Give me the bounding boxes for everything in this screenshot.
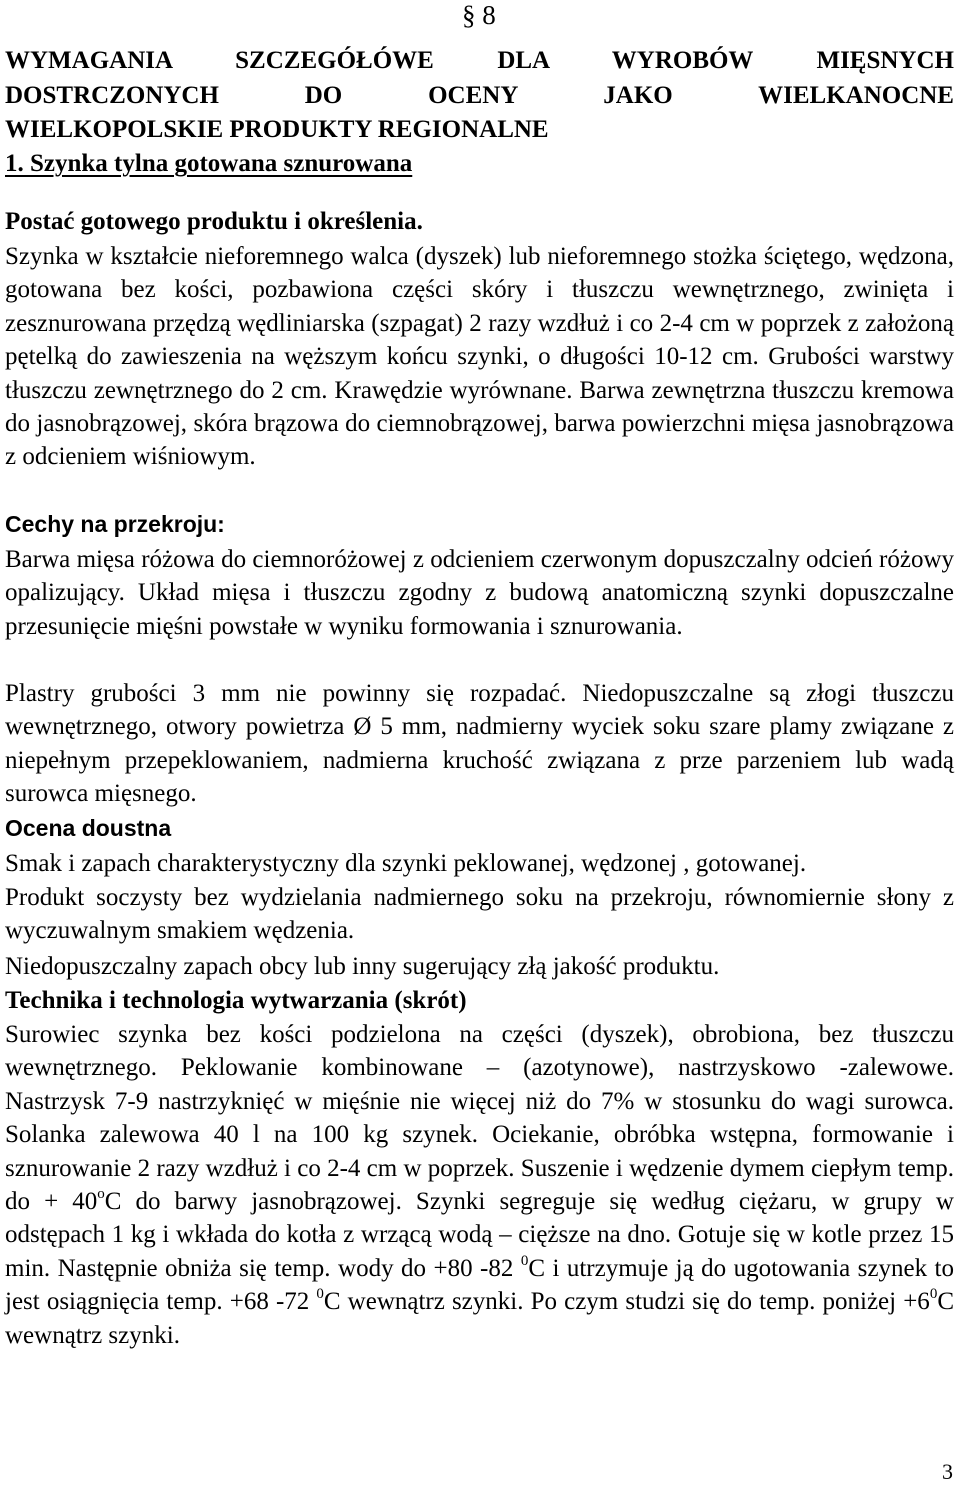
degree-sup-4: 0 [929,1285,938,1302]
technika-text [5,1018,954,1352]
degree-sup-2: 0 [520,1252,529,1269]
ocena-label: Ocena doustna [5,815,172,841]
ocena-text-3: Niedopuszczalny zapach obcy lub inny sugerujący złą jakość produktu. [5,953,720,980]
technika-label: Technika i technologia wytwarzania (skrót) [5,987,467,1014]
degree-sup-1: o [97,1185,105,1202]
technika-text-e: C wewnątrz szynki. [5,1288,954,1349]
technika-text-b: C do barwy jasnobrązowej. Szynki segreguje się według ciężaru, w grupy w odstępach 1 kg i wkłada do kotła z wrzącą wodą – cięższe na dno. Gotuje się w kotle przez 15 min. Następnie obniża się temp. wody do +80 -82 [5,1188,954,1282]
page-number: 3 [942,1459,953,1484]
postac-text: Szynka w kształcie nieforemnego walca (dyszek) lub nieforemnego stożka ściętego, wędzona, gotowana bez kości, pozbawiona części skóry i tłuszczu wewnętrznego, zwinięta i zesznurowana przędzą wędliniarska (szpagat) 2 razy wzdłuż i co 2-4 cm w poprzek z założoną pętelką do zawieszenia na węższym końcu szynki, o długości 10-12 cm. Grubości warstwy tłuszczu zewnętrznego do 2 cm. Krawędzie wyrównane. Barwa zewnętrzna tłuszczu kremowa do jasnobrązowej, skóra brązowa do ciemnobrązowej, barwa powierzchni mięsa jasnobrązowa z odcieniem wiśniowym. [5,243,954,471]
degree-sup-3: 0 [316,1285,324,1302]
ocena-text-2: Produkt soczysty bez wydzielania nadmiernego soku na przekroju, równomiernie słony z wyczuwalnym smakiem wędzenia. [5,884,954,945]
technika-text-a: Surowiec szynka bez kości podzielona na części (dyszek), obrobiona, bez tłuszczu wewnętrznego. Peklowanie kombinowane – (azotynowe), nastrzyskowo -zalewowe. Nastrzysk 7-9 nastrzyknięć w mięśnie nie więcej niż do 7% w stosunku do wagi surowca. Solanka zalewowa 40 l na 100 kg szynek. Ociekanie, obróbka wstępna, formowanie i sznurowanie 2 razy wzdłuż i co 2-4 cm w poprzek. Suszenie i wędzenie dymem ciepłym temp. do + 40 [5,1021,954,1216]
heading-item-text: 1. Szynka tylna gotowana sznurowana [5,150,413,177]
heading-item [5,147,954,180]
technika-text-d: C wewnątrz szynki. Po czym studzi się do temp. poniżej +6 [323,1288,930,1316]
cechy-text-2: Plastry grubości 3 mm nie powinny się rozpadać. Niedopuszczalne są złogi tłuszczu wewnętrznego, otwory powietrza Ø 5 mm, nadmierny wyciek soku szare plamy związane z niepełnym przepeklowaniem, nadmierna kruchość związana z prze parzeniem lub wadą surowca mięsnego. [5,680,954,808]
technika-text-c: C i utrzymuje ją do ugotowania szynek to jest osiągnięcia temp. +68 -72 [5,1254,955,1316]
cechy-label: Cechy na przekroju: [5,511,225,537]
heading-line-2: DOSTRCZONYCH DO OCENY JAKO WIELKANOCNE [5,82,954,109]
section-mark: § 8 [462,0,496,30]
cechy-text-1: Barwa mięsa różowa do ciemnoróżowej z odcieniem czerwonym dopuszczalny odcień różowy opalizujący. Układ mięsa i tłuszczu zgodny z budową anatomiczną szynki dopuszczalne przesunięcie mięśni powstałe w wyniku formowania i sznurowania. [5,546,954,640]
postac-label: Postać gotowego produktu i określenia. [5,208,423,235]
ocena-text-1: Smak i zapach charakterystyczny dla szynki peklowanej, wędzonej , gotowanej. [5,850,807,877]
heading-line-3: WIELKOPOLSKIE PRODUKTY REGIONALNE [5,116,549,143]
heading-line-1: WYMAGANIA SZCZEGÓŁÓWE DLA WYROBÓW MIĘSNYCH [5,47,954,74]
